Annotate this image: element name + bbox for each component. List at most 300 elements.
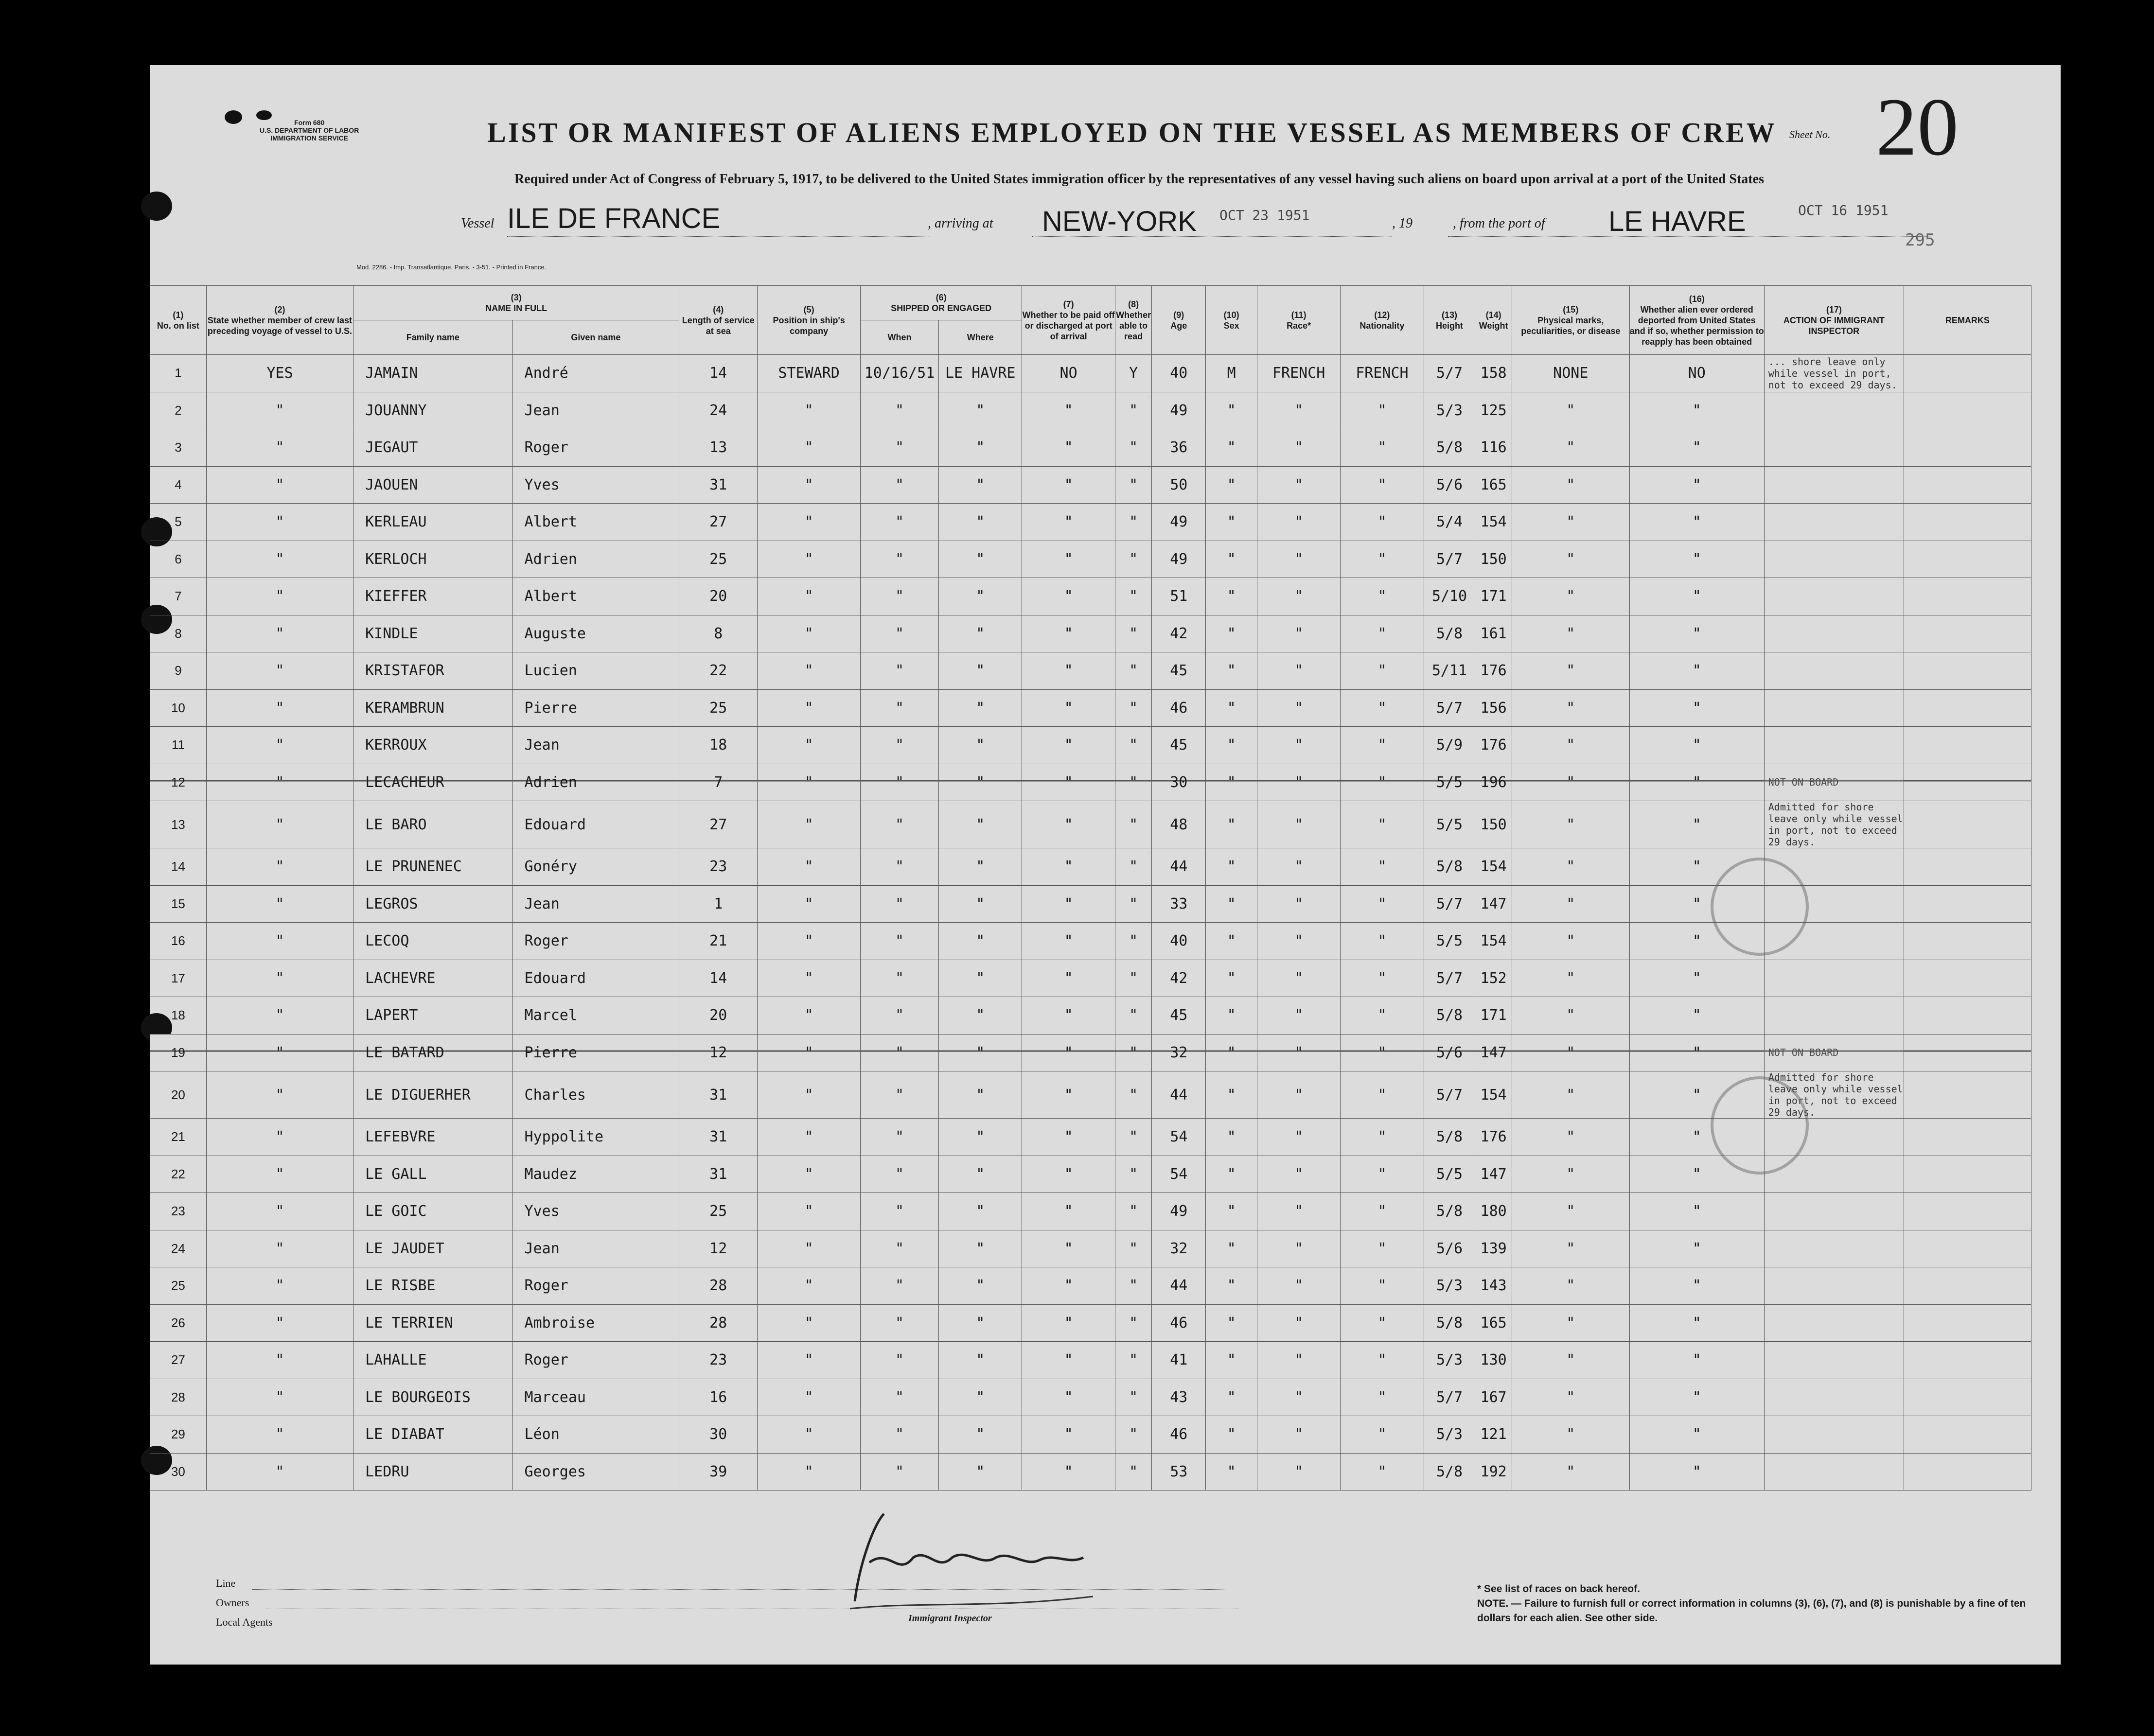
position-cell: " — [758, 466, 861, 504]
weight-cell: 180 — [1475, 1193, 1512, 1230]
shipped-when-cell: " — [860, 997, 938, 1035]
prev-voyage-cell: " — [206, 1119, 353, 1156]
length-of-service-cell: 39 — [679, 1453, 758, 1491]
physical-marks-cell: " — [1512, 1156, 1629, 1193]
position-cell: " — [758, 689, 861, 727]
col-shipped-header: (6) SHIPPED OR ENGAGED — [860, 286, 1022, 320]
weight-cell: 196 — [1475, 764, 1512, 801]
length-of-service-cell: 12 — [679, 1034, 758, 1071]
immigration-stamp — [1711, 1076, 1809, 1175]
physical-marks-cell: " — [1512, 1193, 1629, 1230]
deported-cell: " — [1629, 1156, 1764, 1193]
paid-off-cell: " — [1022, 764, 1115, 801]
length-of-service-cell: 24 — [679, 392, 758, 429]
given-name-cell: Léon — [512, 1416, 679, 1454]
inspector-action-cell — [1764, 1453, 1904, 1491]
family-name-cell: KERLEAU — [353, 504, 512, 541]
height-cell: 5/8 — [1424, 997, 1475, 1035]
weight-cell: 150 — [1475, 541, 1512, 578]
physical-marks-cell: " — [1512, 764, 1629, 801]
given-name-cell: Charles — [512, 1071, 679, 1119]
paid-off-cell: " — [1022, 885, 1115, 923]
race-cell: " — [1257, 466, 1341, 504]
table-row — [150, 1267, 2031, 1305]
prev-voyage-cell: " — [206, 578, 353, 615]
race-cell: " — [1257, 1193, 1341, 1230]
length-of-service-cell: 14 — [679, 960, 758, 997]
deported-cell: " — [1629, 1342, 1764, 1379]
position-cell: " — [758, 1342, 861, 1379]
sex-cell: " — [1206, 504, 1257, 541]
col-nationality-header: (12) Nationality — [1341, 286, 1424, 355]
prev-voyage-cell: " — [206, 960, 353, 997]
given-name-cell: Hyppolite — [512, 1119, 679, 1156]
sex-cell: " — [1206, 466, 1257, 504]
remarks-cell — [1904, 801, 2031, 848]
service-name: IMMIGRATION SERVICE — [270, 134, 348, 142]
position-cell: " — [758, 615, 861, 652]
height-cell: 5/8 — [1424, 1119, 1475, 1156]
sheet-label: Sheet No. — [1789, 128, 1831, 140]
inspector-action-cell — [1764, 466, 1904, 504]
table-row — [150, 1193, 2031, 1230]
shipped-when-cell: " — [860, 392, 938, 429]
length-of-service-cell: 14 — [679, 355, 758, 392]
remarks-cell — [1904, 727, 2031, 764]
weight-cell: 125 — [1475, 392, 1512, 429]
physical-marks-cell: " — [1512, 1342, 1629, 1379]
deported-cell: " — [1629, 1416, 1764, 1454]
shipped-where-cell: " — [939, 504, 1022, 541]
prev-voyage-cell: " — [206, 1416, 353, 1454]
length-of-service-cell: 31 — [679, 1156, 758, 1193]
height-cell: 5/8 — [1424, 1453, 1475, 1491]
family-name-cell: LE DIGUERHER — [353, 1071, 512, 1119]
physical-marks-cell: " — [1512, 652, 1629, 690]
length-of-service-cell: 25 — [679, 1193, 758, 1230]
col-marks-header: (15) Physical marks, peculiarities, or disease — [1512, 286, 1629, 355]
race-cell: " — [1257, 429, 1341, 467]
family-name-cell: LE RISBE — [353, 1267, 512, 1305]
nationality-cell: " — [1341, 848, 1424, 886]
length-of-service-cell: 20 — [679, 578, 758, 615]
owners-label: Owners — [216, 1596, 249, 1609]
weight-cell: 150 — [1475, 801, 1512, 848]
inspector-action-cell — [1764, 392, 1904, 429]
weight-cell: 121 — [1475, 1416, 1512, 1454]
prev-voyage-cell: " — [206, 1342, 353, 1379]
col-when-header: When — [860, 320, 938, 355]
sex-cell: " — [1206, 923, 1257, 960]
shipped-when-cell: " — [860, 652, 938, 690]
paid-off-cell: " — [1022, 1156, 1115, 1193]
family-name-cell: KERAMBRUN — [353, 689, 512, 727]
race-cell: " — [1257, 801, 1341, 848]
col-deported-header: (16) Whether alien ever ordered deported from United States and if so, whether permission to reapply has been obtained — [1629, 286, 1764, 355]
able-to-read-cell: " — [1115, 848, 1152, 886]
row-number-cell: 1 — [150, 355, 207, 392]
page-title: LIST OR MANIFEST OF ALIENS EMPLOYED ON THE VESSEL AS MEMBERS OF CREW — [487, 117, 1777, 148]
paid-off-cell: " — [1022, 1342, 1115, 1379]
height-cell: 5/8 — [1424, 848, 1475, 886]
height-cell: 5/6 — [1424, 1034, 1475, 1071]
col-sex-header: (10) Sex — [1206, 286, 1257, 355]
inspector-action-cell — [1764, 997, 1904, 1035]
race-cell: " — [1257, 764, 1341, 801]
shipped-when-cell: " — [860, 1379, 938, 1416]
family-name-cell: LE BOURGEOIS — [353, 1379, 512, 1416]
able-to-read-cell: " — [1115, 923, 1152, 960]
sex-cell: " — [1206, 1453, 1257, 1491]
family-name-cell: LE BATARD — [353, 1034, 512, 1071]
row-number-cell: 18 — [150, 997, 207, 1035]
seal-icon — [223, 106, 276, 136]
length-of-service-cell: 1 — [679, 885, 758, 923]
sex-cell: " — [1206, 801, 1257, 848]
paid-off-cell: " — [1022, 960, 1115, 997]
deported-cell: NO — [1629, 355, 1764, 392]
col-given-name-header: Given name — [512, 320, 679, 355]
inspector-action-cell — [1764, 578, 1904, 615]
shipped-where-cell: " — [939, 923, 1022, 960]
row-number-cell: 4 — [150, 466, 207, 504]
shipped-where-cell: " — [939, 997, 1022, 1035]
given-name-cell: Lucien — [512, 652, 679, 690]
paid-off-cell: " — [1022, 1071, 1115, 1119]
age-cell: 46 — [1152, 1304, 1206, 1342]
remarks-cell — [1904, 1267, 2031, 1305]
height-cell: 5/7 — [1424, 541, 1475, 578]
length-of-service-cell: 21 — [679, 923, 758, 960]
nationality-cell: " — [1341, 392, 1424, 429]
vessel-line — [461, 202, 2114, 240]
deported-cell: " — [1629, 1379, 1764, 1416]
position-cell: STEWARD — [758, 355, 861, 392]
sex-cell: " — [1206, 689, 1257, 727]
race-cell: " — [1257, 1453, 1341, 1491]
physical-marks-cell: " — [1512, 429, 1629, 467]
weight-cell: 130 — [1475, 1342, 1512, 1379]
family-name-cell: LEGROS — [353, 885, 512, 923]
physical-marks-cell: " — [1512, 615, 1629, 652]
nationality-cell: " — [1341, 541, 1424, 578]
position-cell: " — [758, 1453, 861, 1491]
age-cell: 40 — [1152, 923, 1206, 960]
shipped-where-cell: " — [939, 801, 1022, 848]
age-cell: 49 — [1152, 1193, 1206, 1230]
shipped-where-cell: " — [939, 1156, 1022, 1193]
race-cell: " — [1257, 1034, 1341, 1071]
row-number-cell: 6 — [150, 541, 207, 578]
race-cell: " — [1257, 1304, 1341, 1342]
sex-cell: " — [1206, 848, 1257, 886]
given-name-cell: Roger — [512, 429, 679, 467]
weight-cell: 158 — [1475, 355, 1512, 392]
length-of-service-cell: 22 — [679, 652, 758, 690]
remarks-cell — [1904, 1379, 2031, 1416]
prev-voyage-cell: " — [206, 392, 353, 429]
deported-cell: " — [1629, 1071, 1764, 1119]
paid-off-cell: " — [1022, 1453, 1115, 1491]
sex-cell: " — [1206, 615, 1257, 652]
prev-voyage-cell: " — [206, 541, 353, 578]
nationality-cell: " — [1341, 923, 1424, 960]
prev-voyage-cell: " — [206, 801, 353, 848]
physical-marks-cell: " — [1512, 885, 1629, 923]
given-name-cell: Albert — [512, 578, 679, 615]
row-number-cell: 20 — [150, 1071, 207, 1119]
inspector-action-cell — [1764, 1379, 1904, 1416]
height-cell: 5/9 — [1424, 727, 1475, 764]
table-row — [150, 1379, 2031, 1416]
table-row — [150, 1342, 2031, 1379]
races-note: * See list of races on back hereof. — [1477, 1583, 1640, 1595]
position-cell: " — [758, 1193, 861, 1230]
inspector-action-cell: Admitted for shore leave only while vessel in port, not to exceed 29 days. — [1764, 1071, 1904, 1119]
shipped-where-cell: " — [939, 1453, 1022, 1491]
table-row — [150, 1230, 2031, 1267]
race-cell: " — [1257, 615, 1341, 652]
immigrant-inspector-label: Immigrant Inspector — [908, 1613, 992, 1624]
col-family-name-header: Family name — [353, 320, 512, 355]
able-to-read-cell: " — [1115, 541, 1152, 578]
race-cell: " — [1257, 923, 1341, 960]
length-of-service-cell: 23 — [679, 848, 758, 886]
deported-cell: " — [1629, 1230, 1764, 1267]
prev-voyage-cell: " — [206, 1453, 353, 1491]
deported-cell: " — [1629, 848, 1764, 886]
binder-hole — [141, 192, 172, 221]
sex-cell: " — [1206, 1267, 1257, 1305]
weight-cell: 116 — [1475, 429, 1512, 467]
immigration-stamp — [1711, 858, 1809, 956]
weight-cell: 176 — [1475, 727, 1512, 764]
position-cell: " — [758, 1416, 861, 1454]
row-number-cell: 13 — [150, 801, 207, 848]
height-cell: 5/5 — [1424, 923, 1475, 960]
given-name-cell: Auguste — [512, 615, 679, 652]
from-port-label: , from the port of — [1453, 216, 1545, 231]
position-cell: " — [758, 727, 861, 764]
shipped-where-cell: " — [939, 1071, 1022, 1119]
table-row — [150, 764, 2031, 801]
position-cell: " — [758, 1379, 861, 1416]
table-row — [150, 727, 2031, 764]
able-to-read-cell: " — [1115, 615, 1152, 652]
nationality-cell: " — [1341, 689, 1424, 727]
physical-marks-cell: " — [1512, 1034, 1629, 1071]
prev-voyage-cell: " — [206, 727, 353, 764]
position-cell: " — [758, 429, 861, 467]
deported-cell: " — [1629, 960, 1764, 997]
physical-marks-cell: " — [1512, 504, 1629, 541]
row-number-cell: 17 — [150, 960, 207, 997]
length-of-service-cell: 7 — [679, 764, 758, 801]
prev-voyage-cell: " — [206, 615, 353, 652]
able-to-read-cell: " — [1115, 764, 1152, 801]
nationality-cell: " — [1341, 1304, 1424, 1342]
position-cell: " — [758, 997, 861, 1035]
row-number-cell: 16 — [150, 923, 207, 960]
sex-cell: " — [1206, 1379, 1257, 1416]
family-name-cell: LECACHEUR — [353, 764, 512, 801]
given-name-cell: Jean — [512, 727, 679, 764]
position-cell: " — [758, 764, 861, 801]
shipped-where-cell: " — [939, 578, 1022, 615]
deported-cell: " — [1629, 689, 1764, 727]
able-to-read-cell: " — [1115, 1230, 1152, 1267]
height-cell: 5/8 — [1424, 1304, 1475, 1342]
physical-marks-cell: " — [1512, 541, 1629, 578]
shipped-when-cell: " — [860, 541, 938, 578]
shipped-when-cell: " — [860, 1304, 938, 1342]
deported-cell: " — [1629, 801, 1764, 848]
nationality-cell: " — [1341, 1193, 1424, 1230]
department: U.S. DEPARTMENT OF LABOR — [260, 126, 359, 134]
race-cell: FRENCH — [1257, 355, 1341, 392]
shipped-where-cell: " — [939, 1034, 1022, 1071]
given-name-cell: Yves — [512, 466, 679, 504]
position-cell: " — [758, 392, 861, 429]
deported-cell: " — [1629, 392, 1764, 429]
shipped-where-cell: " — [939, 1379, 1022, 1416]
weight-cell: 139 — [1475, 1230, 1512, 1267]
remarks-cell — [1904, 1156, 2031, 1193]
position-cell: " — [758, 923, 861, 960]
shipped-when-cell: " — [860, 1119, 938, 1156]
race-cell: " — [1257, 578, 1341, 615]
shipped-where-cell: " — [939, 885, 1022, 923]
physical-marks-cell: " — [1512, 689, 1629, 727]
header-row — [150, 286, 2031, 320]
shipped-when-cell: " — [860, 764, 938, 801]
row-number-cell: 2 — [150, 392, 207, 429]
row-number-cell: 22 — [150, 1156, 207, 1193]
sex-cell: M — [1206, 355, 1257, 392]
row-number-cell: 26 — [150, 1304, 207, 1342]
family-name-cell: KINDLE — [353, 615, 512, 652]
physical-marks-cell: " — [1512, 727, 1629, 764]
remarks-cell — [1904, 578, 2031, 615]
nationality-cell: " — [1341, 885, 1424, 923]
paid-off-cell: " — [1022, 652, 1115, 690]
footer-notes — [1477, 1582, 2061, 1626]
inspector-action-cell — [1764, 960, 1904, 997]
family-name-cell: LAHALLE — [353, 1342, 512, 1379]
arriving-label: , arriving at — [928, 216, 993, 231]
able-to-read-cell: " — [1115, 1156, 1152, 1193]
given-name-cell: Roger — [512, 923, 679, 960]
given-name-cell: Roger — [512, 1342, 679, 1379]
race-cell: " — [1257, 848, 1341, 886]
family-name-cell: KERLOCH — [353, 541, 512, 578]
age-cell: 44 — [1152, 848, 1206, 886]
nationality-cell: " — [1341, 1416, 1424, 1454]
race-cell: " — [1257, 1230, 1341, 1267]
family-name-cell: LEFEBVRE — [353, 1119, 512, 1156]
deported-cell: " — [1629, 997, 1764, 1035]
paid-off-cell: " — [1022, 997, 1115, 1035]
given-name-cell: Marceau — [512, 1379, 679, 1416]
table-row — [150, 355, 2031, 392]
inspector-action-cell: Admitted for shore leave only while vessel in port, not to exceed 29 days. — [1764, 801, 1904, 848]
family-name-cell: LE GALL — [353, 1156, 512, 1193]
prev-voyage-cell: " — [206, 923, 353, 960]
shipped-when-cell: " — [860, 1156, 938, 1193]
able-to-read-cell: " — [1115, 1416, 1152, 1454]
position-cell: " — [758, 578, 861, 615]
arriving-port: NEW-YORK — [1042, 206, 1197, 237]
remarks-cell — [1904, 1416, 2031, 1454]
prev-voyage-cell: " — [206, 997, 353, 1035]
sex-cell: " — [1206, 960, 1257, 997]
prev-voyage-cell: " — [206, 429, 353, 467]
family-name-cell: LE DIABAT — [353, 1416, 512, 1454]
weight-cell: 152 — [1475, 960, 1512, 997]
row-number-cell: 19 — [150, 1034, 207, 1071]
weight-cell: 165 — [1475, 1304, 1512, 1342]
inspector-action-cell — [1764, 1230, 1904, 1267]
nationality-cell: FRENCH — [1341, 355, 1424, 392]
race-cell: " — [1257, 392, 1341, 429]
physical-marks-cell: " — [1512, 1071, 1629, 1119]
sex-cell: " — [1206, 1416, 1257, 1454]
sex-cell: " — [1206, 541, 1257, 578]
position-cell: " — [758, 1119, 861, 1156]
deported-cell: " — [1629, 429, 1764, 467]
note-text: — Failure to furnish full or correct information in columns (3), (6), (7), and (8) is punishable by a fine of ten dollars for each alien. See other side. — [1477, 1598, 2026, 1624]
row-number-cell: 23 — [150, 1193, 207, 1230]
age-cell: 45 — [1152, 997, 1206, 1035]
shipped-when-cell: " — [860, 578, 938, 615]
nationality-cell: " — [1341, 960, 1424, 997]
deported-cell: " — [1629, 1193, 1764, 1230]
able-to-read-cell: " — [1115, 997, 1152, 1035]
family-name-cell: LE TERRIEN — [353, 1304, 512, 1342]
deported-cell: " — [1629, 1034, 1764, 1071]
able-to-read-cell: " — [1115, 1453, 1152, 1491]
age-cell: 40 — [1152, 355, 1206, 392]
age-cell: 42 — [1152, 615, 1206, 652]
inspector-action-cell — [1764, 541, 1904, 578]
age-cell: 36 — [1152, 429, 1206, 467]
height-cell: 5/3 — [1424, 1342, 1475, 1379]
shipped-where-cell: " — [939, 1193, 1022, 1230]
position-cell: " — [758, 541, 861, 578]
able-to-read-cell: " — [1115, 1304, 1152, 1342]
race-cell: " — [1257, 885, 1341, 923]
col-service-header: (4) Length of service at sea — [679, 286, 758, 355]
able-to-read-cell: " — [1115, 1071, 1152, 1119]
row-number-cell: 15 — [150, 885, 207, 923]
shipped-when-cell: " — [860, 923, 938, 960]
inspector-action-cell — [1764, 1193, 1904, 1230]
remarks-cell — [1904, 1119, 2031, 1156]
physical-marks-cell: " — [1512, 801, 1629, 848]
paid-off-cell: " — [1022, 801, 1115, 848]
race-cell: " — [1257, 652, 1341, 690]
shipped-when-cell: " — [860, 727, 938, 764]
row-number-cell: 12 — [150, 764, 207, 801]
shipped-when-cell: " — [860, 1267, 938, 1305]
height-cell: 5/7 — [1424, 960, 1475, 997]
shipped-when-cell: " — [860, 1193, 938, 1230]
height-cell: 5/6 — [1424, 466, 1475, 504]
inspector-signature — [821, 1504, 1112, 1616]
position-cell: " — [758, 1071, 861, 1119]
length-of-service-cell: 12 — [679, 1230, 758, 1267]
length-of-service-cell: 31 — [679, 466, 758, 504]
